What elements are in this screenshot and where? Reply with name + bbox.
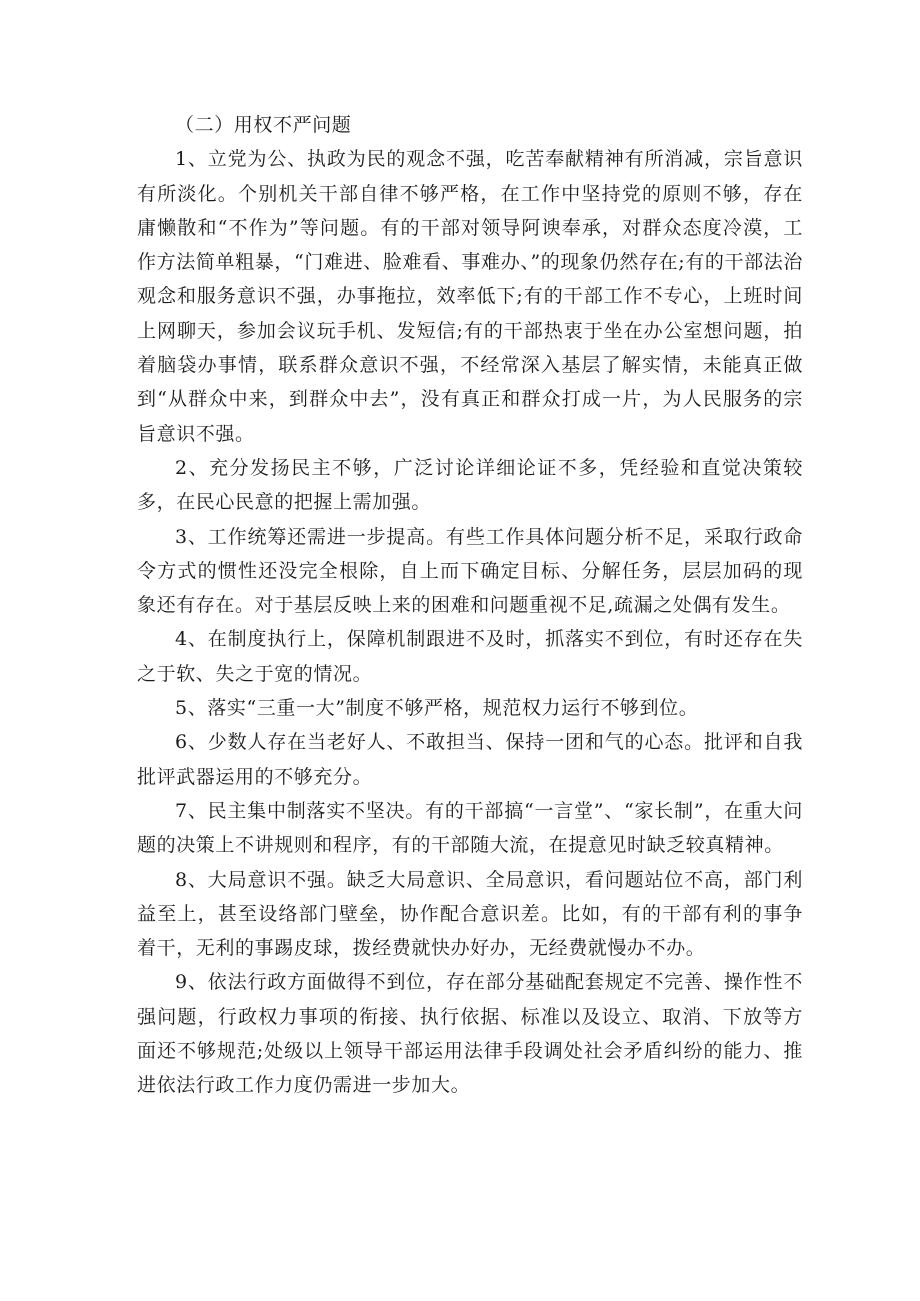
section-heading: （二）用权不严问题 bbox=[175, 114, 352, 136]
paragraph-8: 8、大局意识不强。缺乏大局意识、全局意识，看问题站位不高，部门利益至上，甚至设络部门壁垒，协作配合意识差。比如，有的干部有利的事争着干，无利的事踢皮球，拨经费就快办好办，无经费就慢办不办。 bbox=[137, 868, 803, 960]
paragraph-9: 9、依法行政方面做得不到位，存在部分基础配套规定不完善、操作性不强问题，行政权力事项的衔接、执行依据、标准以及设立、取消、下放等方面还不够规范;处级以上领导干部运用法律手段调处社会矛盾纠纷的能力、推进依法行政工作力度仍需进一步加大。 bbox=[137, 971, 803, 1097]
paragraph-5: 5、落实“三重一大”制度不够严格，规范权力运行不够到位。 bbox=[175, 697, 699, 720]
paragraph-2: 2、充分发扬民主不够，广泛讨论详细论证不多，凭经验和直觉决策较多，在民心民意的把握上需加强。 bbox=[137, 456, 803, 514]
document-body bbox=[137, 108, 803, 1103]
paragraph-1: 1、立党为公、执政为民的观念不强，吃苦奉献精神有所消减，宗旨意识有所淡化。个别机关干部自律不够严格，在工作中坚持党的原则不够，存在庸懒散和“不作为”等问题。有的干部对领导阿谀奉承，对群众态度冷漠，工作方法简单粗暴，“门难进、脸难看、事难办、”的现象仍然存在;有的干部法治观念和服务意识不强，办事拖拉，效率低下;有的干部工作不专心，上班时间上网聊天，参加会议玩手机、发短信;有的干部热衷于坐在办公室想问题，拍着脑袋办事情，联系群众意识不强，不经常深入基层了解实情，未能真正做到“从群众中来，到群众中去”，没有真正和群众打成一片，为人民服务的宗旨意识不强。 bbox=[137, 148, 803, 445]
paragraph-6: 6、少数人存在当老好人、不敢担当、保持一团和气的心态。批评和自我批评武器运用的不够充分。 bbox=[137, 731, 803, 788]
paragraph-3: 3、工作统筹还需进一步提高。有些工作具体问题分析不足，采取行政命令方式的惯性还没完全根除，自上而下确定目标、分解任务，层层加码的现象还有存在。对于基层反映上来的困难和问题重视不足,疏漏之处偶有发生。 bbox=[137, 525, 803, 617]
paragraph-4: 4、在制度执行上，保障机制跟进不及时，抓落实不到位，有时还存在失之于软、失之于宽的情况。 bbox=[137, 628, 803, 685]
paragraph-7: 7、民主集中制落实不坚决。有的干部搞“一言堂”、“家长制”，在重大问题的决策上不讲规则和程序，有的干部随大流，在提意见时缺乏较真精神。 bbox=[137, 799, 803, 857]
